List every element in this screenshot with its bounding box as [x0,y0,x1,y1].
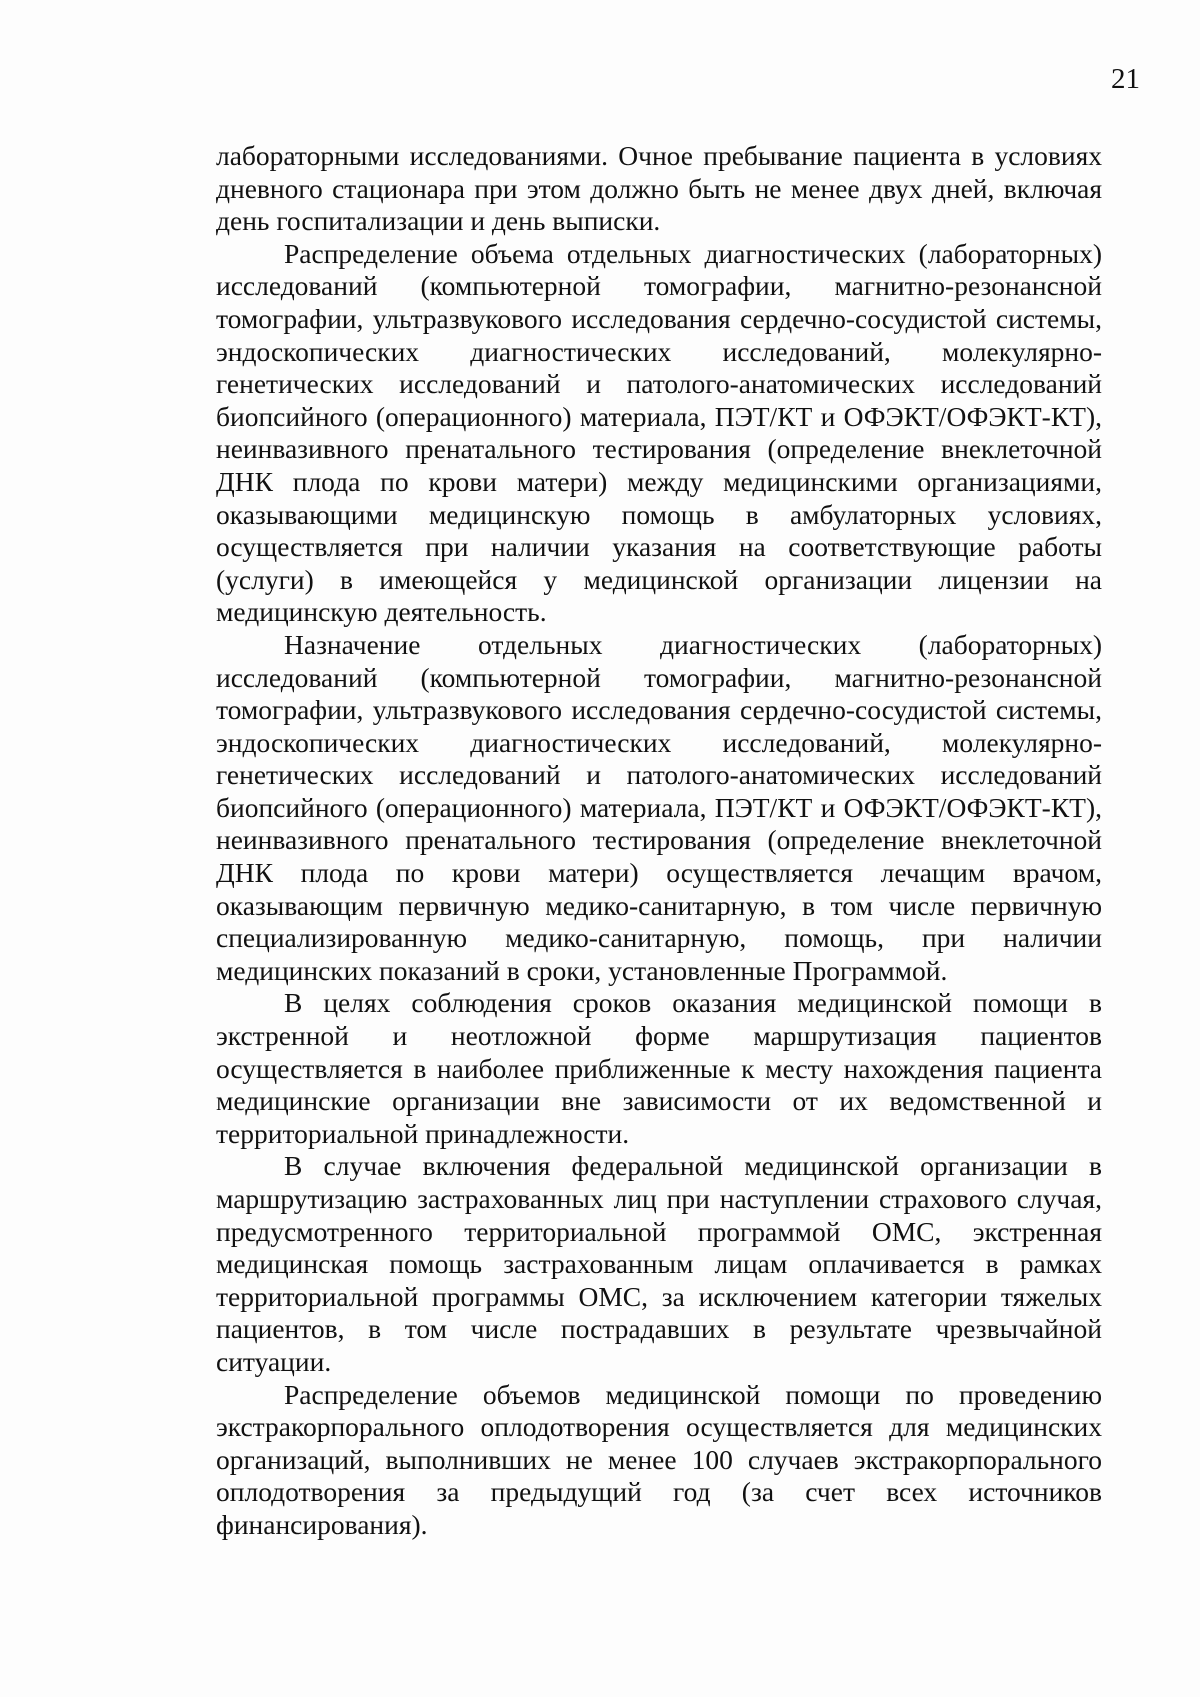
document-body [216,140,1102,1542]
page-number: 21 [1111,63,1140,95]
paragraph-federal-organization: В случае включения федеральной медицинской организации в маршрутизацию застрахованных лиц при наступлении страхового случая, предусмотренного территориальной программой ОМС, экстренная медицинская помощь застрахованным лицам оплачивается в рамках территориальной программы ОМС, за исключением категории тяжелых пациентов, в том числе пострадавших в результате чрезвычайной ситуации. [216,1150,1102,1377]
paragraph-prescription-diagnostics: Назначение отдельных диагностических (лабораторных) исследований (компьютерной томографии, магнитно-резонансной томографии, ультразвукового исследования сердечно-сосудистой системы, эндоскопических диагностических исследований, молекулярно-генетических исследований и патолого-анатомических исследований биопсийного (операционного) материала, ПЭТ/КТ и ОФЭКТ/ОФЭКТ-КТ), неинвазивного пренатального тестирования (определение внеклеточной ДНК плода по крови матери) осуществляется лечащим врачом, оказывающим первичную медико-санитарную, в том числе первичную специализированную медико-санитарную, помощь, при наличии медицинских показаний в сроки, установленные Программой. [216,628,1102,986]
paragraph-ivf-distribution: Распределение объемов медицинской помощи по проведению экстракорпорального оплодотворения осуществляется для медицинских организаций, выполнивших не менее 100 случаев экстракорпорального оплодотворения за предыдущий год (за счет всех источников финансирования). [216,1378,1102,1540]
paragraph-continuation: лабораторными исследованиями. Очное пребывание пациента в условиях дневного стационара при этом должно быть не менее двух дней, включая день госпитализации и день выписки. [216,140,1102,237]
paragraph-distribution-diagnostics: Распределение объема отдельных диагностических (лабораторных) исследований (компьютерной томографии, магнитно-резонансной томографии, ультразвукового исследования сердечно-сосудистой системы, эндоскопических диагностических исследований, молекулярно-генетических исследований и патолого-анатомических исследований биопсийного (операционного) материала, ПЭТ/КТ и ОФЭКТ/ОФЭКТ-КТ), неинвазивного пренатального тестирования (определение внеклеточной ДНК плода по крови матери) между медицинскими организациями, оказывающими медицинскую помощь в амбулаторных условиях, осуществляется при наличии указания на соответствующие работы (услуги) в имеющейся у медицинской организации лицензии на медицинскую деятельность. [216,237,1102,628]
paragraph-emergency-routing: В целях соблюдения сроков оказания медицинской помощи в экстренной и неотложной форме маршрутизация пациентов осуществляется в наиболее приближенные к месту нахождения пациента медицинские организации вне зависимости от их ведомственной и территориальной принадлежности. [216,987,1102,1149]
